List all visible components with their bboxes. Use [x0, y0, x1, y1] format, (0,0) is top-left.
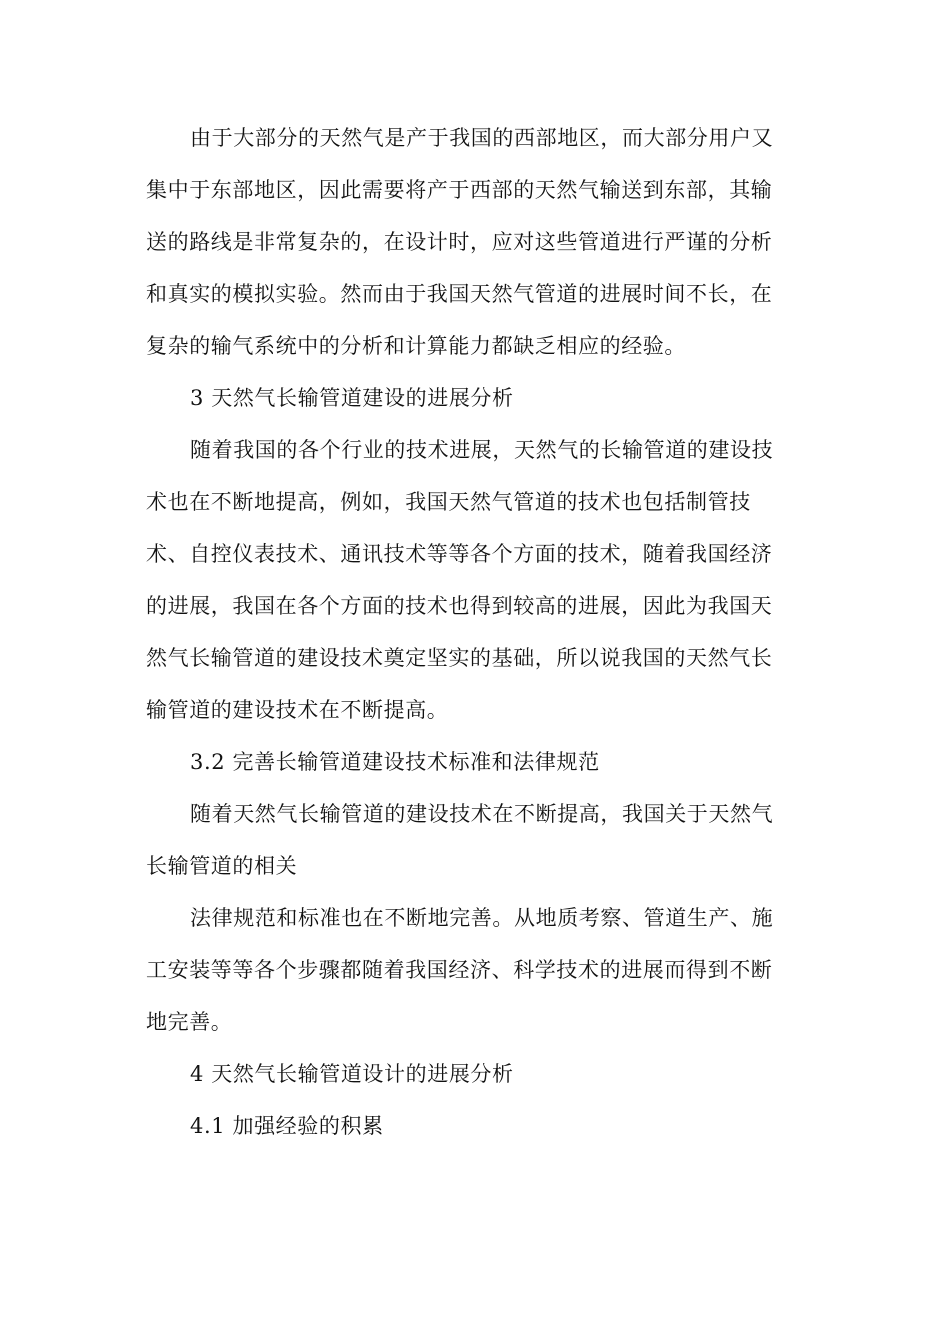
- paragraph-line: 地完善。: [146, 1010, 233, 1034]
- paragraph-line: 术也在不断地提高，例如，我国天然气管道的技术也包括制管技: [146, 490, 751, 514]
- paragraph-line: 输管道的建设技术在不断提高。: [146, 698, 449, 722]
- paragraph-line: 随着天然气长输管道的建设技术在不断提高，我国关于天然气: [190, 802, 774, 826]
- paragraph-line: 法律规范和标准也在不断地完善。从地质考察、管道生产、施: [190, 906, 774, 930]
- paragraph-line: 术、自控仪表技术、通讯技术等等各个方面的技术，随着我国经济: [146, 542, 773, 566]
- paragraph-line: 随着我国的各个行业的技术进展，天然气的长输管道的建设技: [190, 438, 774, 462]
- paragraph-line: 然气长输管道的建设技术奠定坚实的基础，所以说我国的天然气长: [146, 646, 773, 670]
- paragraph-line: 由于大部分的天然气是产于我国的西部地区，而大部分用户又: [190, 126, 774, 150]
- paragraph-line: 长输管道的相关: [146, 854, 298, 878]
- document-body: [146, 112, 796, 1152]
- section-heading: 4 天然气长输管道设计的进展分析: [190, 1062, 514, 1086]
- section-heading: 3.2 完善长输管道建设技术标准和法律规范: [190, 750, 600, 774]
- paragraph-line: 复杂的输气系统中的分析和计算能力都缺乏相应的经验。: [146, 334, 686, 358]
- paragraph-line: 和真实的模拟实验。然而由于我国天然气管道的进展时间不长，在: [146, 282, 773, 306]
- paragraph-line: 集中于东部地区，因此需要将产于西部的天然气输送到东部，其输: [146, 178, 773, 202]
- paragraph-line: 工安装等等各个步骤都随着我国经济、科学技术的进展而得到不断: [146, 958, 773, 982]
- section-heading: 3 天然气长输管道建设的进展分析: [190, 386, 514, 410]
- paragraph-line: 的进展，我国在各个方面的技术也得到较高的进展，因此为我国天: [146, 594, 773, 618]
- subsection-heading: 4.1 加强经验的积累: [190, 1114, 384, 1138]
- paragraph-line: 送的路线是非常复杂的，在设计时，应对这些管道进行严谨的分析: [146, 230, 773, 254]
